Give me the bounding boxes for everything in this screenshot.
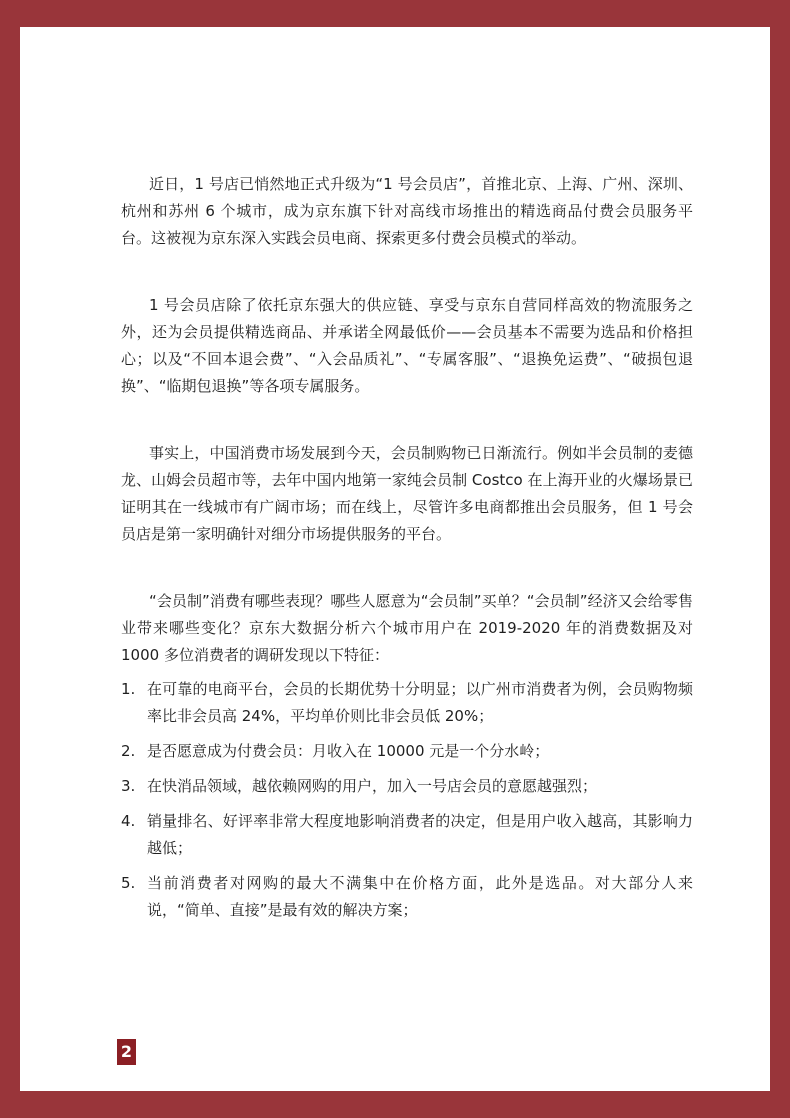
paragraph-intro-upgrade: 近日，1 号店已悄然地正式升级为“1 号会员店”，首推北京、上海、广州、深圳、杭州和苏州 6 个城市，成为京东旗下针对高线市场推出的精选商品付费会员服务平台。这被视为京东深入实践会员电商、探索更多付费会员模式的举动。 (121, 175, 693, 247)
paragraph-market-background: 事实上，中国消费市场发展到今天，会员制购物已日渐流行。例如半会员制的麦德龙、山姆会员超市等，去年中国内地第一家纯会员制 Costco 在上海开业的火爆场景已证明其在一线城市有广阔市场；而在线上，尽管许多电商都推出会员服务，但 1 号会员店是第一家明确针对细分市场提供服务的平台。 (121, 444, 693, 543)
paragraph-survey-intro: “会员制”消费有哪些表现？哪些人愿意为“会员制”买单？“会员制”经济又会给零售业带来哪些变化？京东大数据分析六个城市用户在 2019-2020 年的消费数据及对 1000 多位消费者的调研发现以下特征： (121, 592, 693, 664)
page-number-badge: 2 (117, 1039, 136, 1065)
list-item-number: 2. (121, 742, 136, 760)
list-item-number: 3. (121, 777, 136, 795)
document-page (20, 27, 770, 1091)
list-item-text: 销量排名、好评率非常大程度地影响消费者的决定，但是用户收入越高，其影响力越低； (147, 812, 693, 857)
paragraph-member-services: 1 号会员店除了依托京东强大的供应链、享受与京东自营同样高效的物流服务之外，还为会员提供精选商品、并承诺全网最低价——会员基本不需要为选品和价格担心；以及“不回本退会费”、“入会品质礼”、“专属客服”、“退换免运费”、“破损包退换”、“临期包退换”等各项专属服务。 (121, 296, 693, 395)
list-item-number: 1. (121, 680, 136, 698)
list-item-number: 4. (121, 812, 136, 830)
list-item (121, 773, 693, 800)
list-item-text: 在可靠的电商平台，会员的长期优势十分明显；以广州市消费者为例，会员购物频率比非会员高 24%，平均单价则比非会员低 20%； (147, 680, 693, 725)
list-item-number: 5. (121, 874, 136, 892)
findings-list (121, 676, 693, 924)
list-item (121, 870, 693, 924)
list-item-text: 在快消品领域，越依赖网购的用户，加入一号店会员的意愿越强烈； (147, 777, 598, 795)
list-item (121, 738, 693, 765)
list-item-text: 当前消费者对网购的最大不满集中在价格方面，此外是选品。对大部分人来说，“简单、直接”是最有效的解决方案； (147, 874, 693, 919)
list-item-text: 是否愿意成为付费会员：月收入在 10000 元是一个分水岭； (147, 742, 550, 760)
list-item (121, 676, 693, 730)
article-body (121, 171, 693, 932)
list-item (121, 808, 693, 862)
